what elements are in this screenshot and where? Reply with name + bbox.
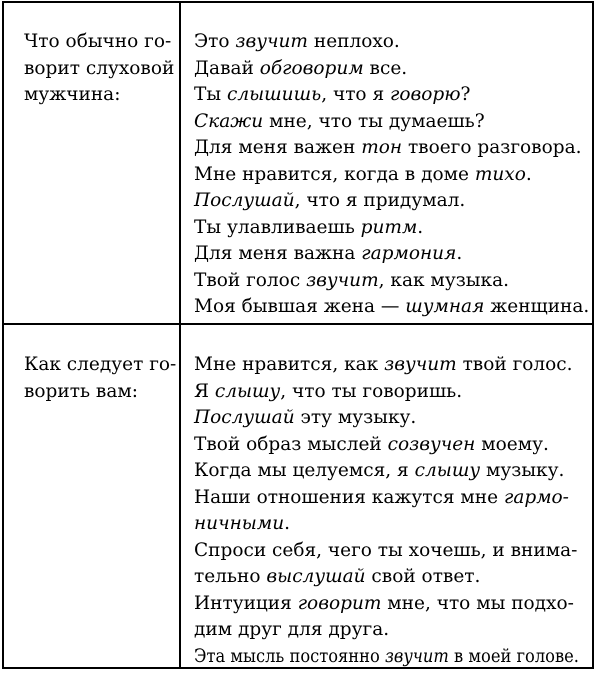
plain-text: .: [525, 163, 532, 185]
plain-text: Эта мысль постоянно: [194, 645, 386, 667]
plain-text: эту музыку.: [294, 407, 417, 428]
emphasis-text: звучит: [235, 31, 308, 52]
header-line: ворить вам:: [24, 380, 138, 402]
comparison-table: [2, 1, 594, 669]
plain-text: Интуиция: [194, 592, 298, 614]
header-line: ворит слуховой: [24, 57, 175, 79]
plain-text: Ты улавливаешь: [194, 216, 361, 238]
emphasis-text: звучит: [306, 269, 379, 291]
text-line: [194, 379, 592, 406]
plain-text: Мне нравится, когда в доме: [194, 163, 475, 185]
emphasis-text: говорит: [297, 592, 382, 614]
plain-text: свой ответ.: [365, 566, 481, 587]
text-line: [194, 538, 592, 565]
text-line: [194, 511, 592, 538]
header-cell: [4, 3, 181, 323]
text-line: [194, 352, 592, 379]
plain-text: Моя бывшая жена —: [194, 296, 406, 317]
text-line: [194, 458, 592, 485]
emphasis-text: тихо: [474, 163, 526, 185]
plain-text: Это: [194, 31, 236, 52]
text-line: [194, 215, 592, 242]
plain-text: Ты: [194, 84, 227, 105]
plain-text: Я: [194, 380, 215, 402]
emphasis-text: обговорим: [259, 57, 364, 79]
plain-text: Наши отношения кажутся мне: [194, 486, 504, 508]
emphasis-text: слышишь: [226, 84, 322, 105]
plain-text: .: [456, 243, 463, 264]
text-line: [194, 268, 592, 295]
text-line: [194, 432, 592, 459]
plain-text: Твой образ мыслей: [194, 433, 388, 455]
header-line: Как следует го-: [24, 354, 177, 375]
plain-text: все.: [363, 57, 408, 79]
text-line: [194, 405, 592, 432]
text-line: [194, 188, 592, 215]
plain-text: , как музыка.: [378, 269, 509, 291]
emphasis-text: слышу: [414, 460, 481, 481]
plain-text: Мне нравится, как: [194, 354, 385, 375]
content-cell-text: [194, 352, 592, 667]
content-cell: [181, 3, 592, 323]
text-line: [194, 241, 592, 268]
emphasis-text: шумная: [405, 296, 485, 317]
plain-text: неплохо.: [307, 31, 400, 52]
text-line: [194, 564, 592, 591]
content-cell: [181, 325, 592, 667]
emphasis-text: созвучен: [387, 433, 476, 455]
plain-text: ?: [460, 84, 471, 105]
emphasis-text: ритм: [360, 216, 418, 238]
text-line: [194, 29, 592, 56]
emphasis-text: говорю: [390, 84, 461, 105]
emphasis-text: звучит: [385, 645, 449, 667]
plain-text: Когда мы целуемся, я: [194, 460, 415, 481]
plain-text: мне, что мы подхо-: [381, 592, 574, 614]
emphasis-text: Послушай: [194, 190, 295, 211]
plain-text: Давай: [194, 57, 260, 79]
text-line: [194, 591, 592, 618]
plain-text: .: [417, 216, 424, 238]
text-line: [194, 82, 592, 109]
emphasis-text: гармо-: [503, 486, 569, 508]
plain-text: твоего разговора.: [402, 137, 582, 158]
plain-text: Для меня важен: [194, 137, 362, 158]
text-line: [194, 644, 579, 668]
emphasis-text: гармония: [361, 243, 457, 264]
plain-text: Спроси себя, чего ты хочешь, и внима-: [194, 539, 578, 561]
plain-text: твой голос.: [456, 354, 573, 375]
content-cell-text: [194, 29, 592, 321]
header-line: мужчина:: [24, 84, 121, 105]
plain-text: , что ты говоришь.: [280, 380, 463, 402]
plain-text: мне, что ты думаешь?: [263, 110, 485, 132]
emphasis-text: выслушай: [266, 566, 366, 587]
emphasis-text: ничными: [194, 513, 285, 534]
emphasis-text: Послушай: [194, 407, 295, 428]
emphasis-text: слышу: [214, 380, 281, 402]
text-line: [194, 485, 592, 512]
text-line: [194, 617, 592, 644]
header-cell-text: [24, 29, 173, 109]
plain-text: женщина.: [484, 296, 590, 317]
text-line: [194, 109, 592, 136]
plain-text: , что я придумал.: [294, 190, 466, 211]
text-line: [194, 135, 592, 162]
header-line: Что обычно го-: [24, 31, 172, 52]
plain-text: моему.: [475, 433, 549, 455]
header-cell: [4, 325, 181, 667]
plain-text: .: [284, 513, 291, 534]
emphasis-text: звучит: [384, 354, 457, 375]
text-line: [194, 294, 592, 321]
plain-text: Для меня важна: [194, 243, 362, 264]
header-cell-text: [24, 352, 177, 405]
plain-text: тельно: [194, 566, 267, 587]
emphasis-text: Скажи: [194, 110, 264, 132]
text-line: [194, 56, 592, 83]
plain-text: музыку.: [480, 460, 565, 481]
plain-text: в моей голове.: [448, 645, 579, 667]
emphasis-text: тон: [361, 137, 403, 158]
text-line: [194, 162, 592, 189]
table-row: [4, 3, 592, 325]
plain-text: дим друг для друга.: [194, 619, 390, 640]
plain-text: Твой голос: [194, 269, 307, 291]
table-row: [4, 325, 592, 667]
plain-text: , что я: [321, 84, 390, 105]
